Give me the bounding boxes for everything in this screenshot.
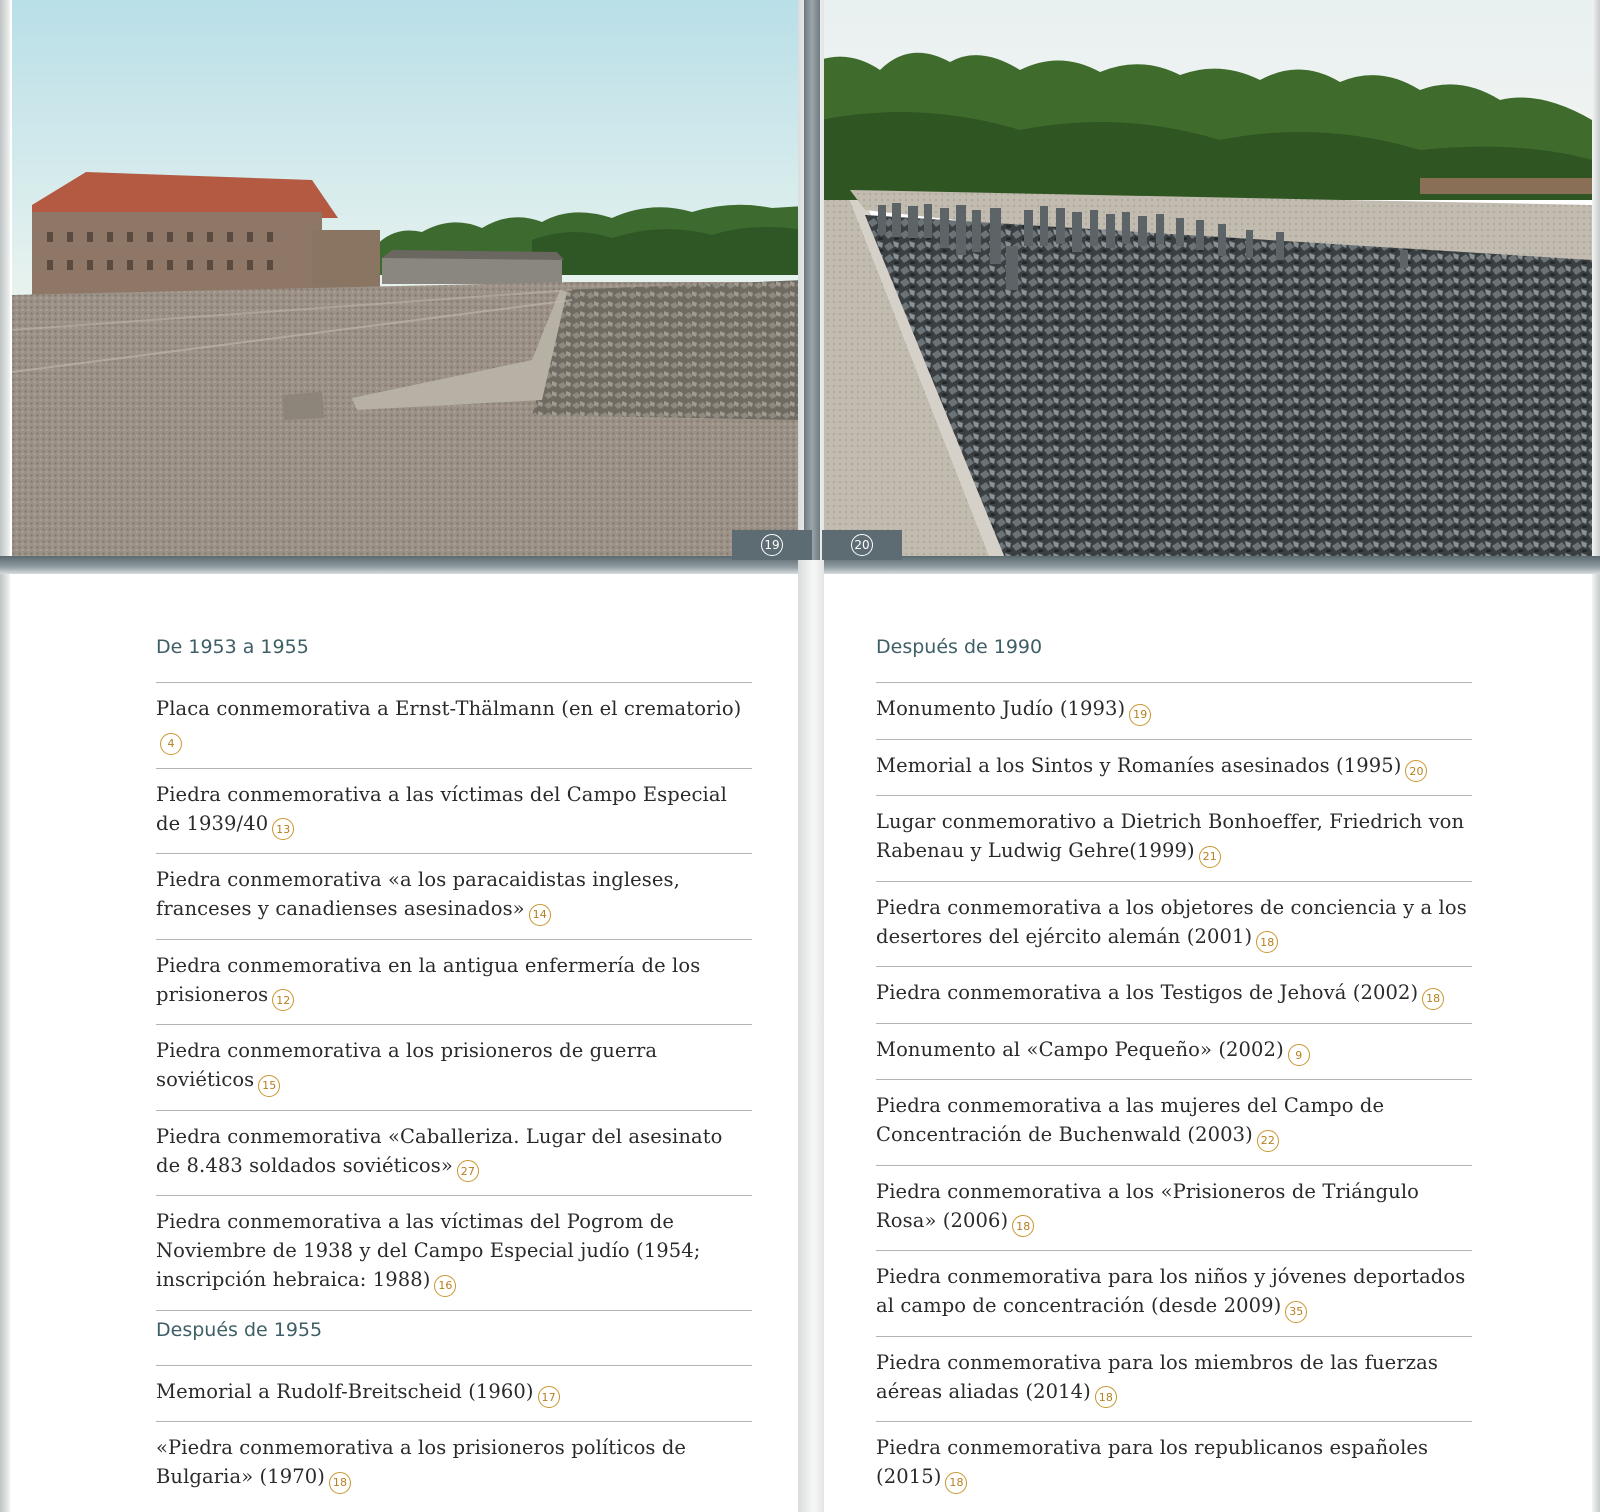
item-text: Placa conmemorativa a Ernst-Thälmann (en el crematorio) bbox=[156, 697, 742, 720]
item-text: Piedra conmemorativa a las mujeres del Campo de Concentración de Buchenwald (2003) bbox=[876, 1094, 1385, 1146]
item-text: Piedra conmemorativa en la antigua enfermería de los prisioneros bbox=[156, 953, 701, 1006]
memorial-list-item bbox=[876, 967, 1472, 1024]
map-ref-badge: 13 bbox=[272, 818, 294, 840]
map-ref-badge: 18 bbox=[1012, 1215, 1034, 1237]
memorial-list-item bbox=[156, 683, 752, 769]
map-ref-badge: 18 bbox=[329, 1472, 351, 1494]
page-number-left-label: 19 bbox=[761, 534, 783, 556]
map-ref-badge: 16 bbox=[434, 1275, 456, 1297]
map-ref-badge: 21 bbox=[1199, 846, 1221, 868]
memorial-list-item bbox=[156, 1422, 752, 1507]
item-text: «Piedra conmemorativa a los prisioneros políticos de Bulgaria» (1970) bbox=[156, 1436, 687, 1488]
page-number-left bbox=[732, 530, 812, 560]
photo-stone-field bbox=[820, 0, 1592, 558]
map-ref-badge: 22 bbox=[1257, 1130, 1279, 1152]
item-text: Lugar conmemorativo a Dietrich Bonhoeffer, Friedrich von Rabenau y Ludwig Gehre(1999) bbox=[876, 810, 1465, 862]
item-text: Monumento al «Campo Pequeño» (2002) bbox=[876, 1037, 1284, 1061]
item-text: Piedra conmemorativa a las víctimas del Pogrom de Noviembre de 1938 y del Campo Especial judío (1954; inscripción hebraica: 1988) bbox=[156, 1210, 701, 1291]
item-text: Memorial a los Sintos y Romaníes asesinados (1995) bbox=[876, 753, 1402, 777]
item-text: Piedra conmemorativa a los «Prisioneros de Triángulo Rosa» (2006) bbox=[876, 1179, 1420, 1232]
map-ref-badge: 18 bbox=[1095, 1386, 1117, 1408]
photo-camp-building bbox=[12, 0, 804, 558]
memorial-list-item bbox=[156, 940, 752, 1026]
memorial-list-item bbox=[876, 1251, 1472, 1337]
memorial-list-item bbox=[876, 1166, 1472, 1252]
memorial-list-item bbox=[876, 882, 1472, 968]
memorial-list-item bbox=[876, 1422, 1472, 1507]
map-ref-badge: 15 bbox=[258, 1075, 280, 1097]
memorial-list-item bbox=[156, 1111, 752, 1197]
item-text: Piedra conmemorativa para los miembros de las fuerzas aéreas aliadas (2014) bbox=[876, 1350, 1438, 1403]
left-column bbox=[156, 630, 752, 1507]
map-ref-badge: 19 bbox=[1129, 704, 1151, 726]
page-number-right-label: 20 bbox=[851, 534, 873, 556]
memorial-list-item bbox=[156, 1366, 752, 1423]
map-ref-badge: 14 bbox=[529, 904, 551, 926]
memorial-list-item bbox=[156, 1196, 752, 1311]
item-text: Piedra conmemorativa «Caballeriza. Lugar del asesinato de 8.483 soldados soviéticos» bbox=[156, 1124, 723, 1177]
map-ref-badge: 18 bbox=[1422, 988, 1444, 1010]
item-text: Memorial a Rudolf-Breitscheid (1960) bbox=[156, 1379, 534, 1403]
item-text: Piedra conmemorativa a los objetores de conciencia y a los desertores del ejército alemán (2001) bbox=[876, 895, 1467, 948]
memorial-list-item bbox=[876, 1080, 1472, 1166]
item-text: Piedra conmemorativa «a los paracaidistas ingleses, franceses y canadienses asesinados» bbox=[156, 868, 680, 920]
map-ref-badge: 18 bbox=[1256, 931, 1278, 953]
memorial-list-item bbox=[876, 796, 1472, 882]
map-ref-badge: 4 bbox=[160, 733, 182, 755]
memorial-list-item bbox=[156, 1025, 752, 1111]
memorial-list-item bbox=[876, 740, 1472, 797]
section-heading: De 1953 a 1955 bbox=[156, 636, 309, 658]
section-heading: Después de 1955 bbox=[156, 1318, 323, 1341]
item-text: Piedra conmemorativa a los Testigos de Jehová (2002) bbox=[876, 981, 1419, 1004]
map-ref-badge: 27 bbox=[457, 1160, 479, 1182]
item-text: Piedra conmemorativa para los republicanos españoles (2015) bbox=[876, 1436, 1429, 1488]
right-column bbox=[876, 630, 1472, 1507]
memorial-list-item bbox=[876, 1024, 1472, 1081]
map-ref-badge: 18 bbox=[945, 1472, 967, 1494]
map-ref-badge: 17 bbox=[538, 1386, 560, 1408]
map-ref-badge: 12 bbox=[272, 989, 294, 1011]
memorial-list-item bbox=[876, 683, 1472, 740]
section-heading: Después de 1990 bbox=[876, 636, 1043, 658]
item-text: Monumento Judío (1993) bbox=[876, 697, 1126, 720]
map-ref-badge: 20 bbox=[1405, 760, 1427, 782]
item-text: Piedra conmemorativa para los niños y jóvenes deportados al campo de concentración (desde 2009) bbox=[876, 1265, 1466, 1317]
memorial-list-item bbox=[156, 769, 752, 855]
book-spine-top bbox=[804, 0, 820, 560]
page-edge-right bbox=[1592, 0, 1600, 1512]
page-number-right bbox=[822, 530, 902, 560]
item-text: Piedra conmemorativa a las víctimas del Campo Especial de 1939/40 bbox=[156, 782, 727, 835]
memorial-list-item bbox=[876, 1337, 1472, 1423]
page-edge-left bbox=[0, 0, 10, 1512]
map-ref-badge: 35 bbox=[1285, 1301, 1307, 1323]
memorial-list-item bbox=[156, 854, 752, 940]
item-text: Piedra conmemorativa a los prisioneros de guerra soviéticos bbox=[156, 1039, 658, 1091]
map-ref-badge: 9 bbox=[1288, 1044, 1310, 1066]
